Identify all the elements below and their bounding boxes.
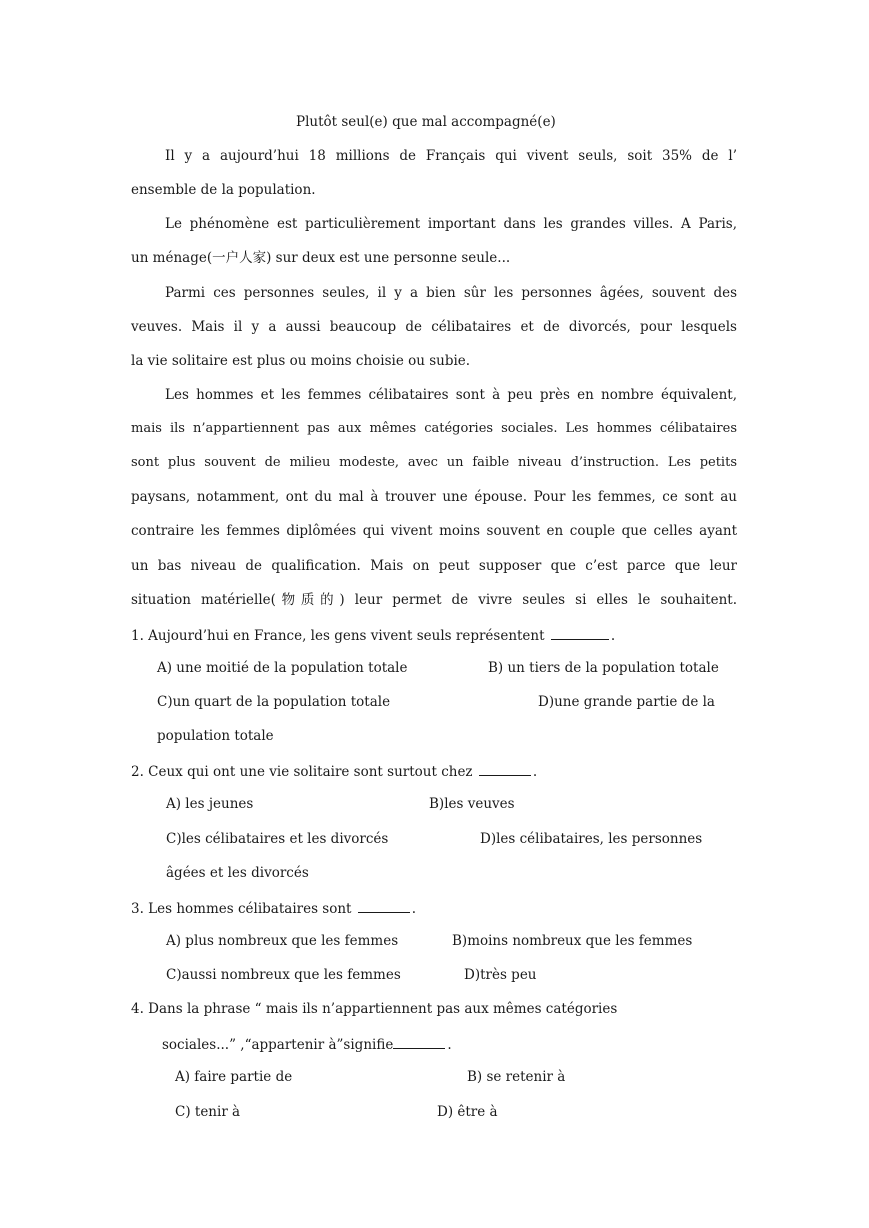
answer-blank-4[interactable] xyxy=(393,1034,445,1049)
q2-option-d[interactable]: D)les célibataires, les personnes xyxy=(480,831,703,847)
passage-p4-line3: sont plus souvent de milieu modeste, avec un faible niveau d’instruction. Les petits xyxy=(131,455,737,470)
question-2-period: . xyxy=(532,764,538,780)
q2-option-d-continued: âgées et les divorcés xyxy=(166,865,309,881)
passage-p1-line1: Il y a aujourd’hui 18 millions de Français qui vivent seuls, soit 35% de l’ xyxy=(165,148,737,164)
answer-blank-2[interactable] xyxy=(479,761,531,776)
q4-option-c[interactable]: C) tenir à xyxy=(175,1104,241,1120)
passage-p3-line2: veuves. Mais il y a aussi beaucoup de célibataires et de divorcés, pour lesquels xyxy=(131,319,737,335)
question-1-stem xyxy=(131,625,615,645)
question-2-stem xyxy=(131,761,537,781)
passage-p4-line7: situation matérielle(物质的) leur permet de vivre seules si elles le souhaitent. xyxy=(131,592,737,608)
q1-option-d-continued: population totale xyxy=(157,728,274,744)
q3-option-c[interactable]: C)aussi nombreux que les femmes xyxy=(166,967,401,983)
passage-p4-line5: contraire les femmes diplômées qui vivent moins souvent en couple que celles ayant xyxy=(131,523,737,539)
question-4-stem-text: sociales...” ,“appartenir à”signifie xyxy=(162,1037,394,1053)
question-4-period: . xyxy=(447,1037,452,1053)
q2-option-b[interactable]: B)les veuves xyxy=(429,796,515,812)
q4-option-d[interactable]: D) être à xyxy=(437,1104,498,1120)
question-4-stem-continued xyxy=(162,1034,452,1054)
passage-p2-line1: Le phénomène est particulièrement important dans les grandes villes. A Paris, xyxy=(165,216,737,232)
q1-option-b[interactable]: B) un tiers de la population totale xyxy=(488,660,719,676)
question-4-stem: 4. Dans la phrase “ mais ils n’appartiennent pas aux mêmes catégories xyxy=(131,1001,618,1017)
question-3-period: . xyxy=(411,901,417,917)
q4-option-a[interactable]: A) faire partie de xyxy=(175,1069,293,1085)
passage-p4-line4: paysans, notamment, ont du mal à trouver une épouse. Pour les femmes, ce sont au xyxy=(131,489,737,505)
q4-option-b[interactable]: B) se retenir à xyxy=(467,1069,566,1085)
q3-option-a[interactable]: A) plus nombreux que les femmes xyxy=(166,933,399,949)
document-title: Plutôt seul(e) que mal accompagné(e) xyxy=(296,114,556,130)
q1-option-d[interactable]: D)une grande partie de la xyxy=(538,694,715,710)
question-1-period: . xyxy=(610,628,616,644)
passage-p4-line2: mais ils n’appartiennent pas aux mêmes catégories sociales. Les hommes célibataires xyxy=(131,421,737,436)
q3-option-d[interactable]: D)très peu xyxy=(464,967,537,983)
passage-p2-line2: un ménage(一户人家) sur deux est une personne seule... xyxy=(131,250,511,266)
q3-option-b[interactable]: B)moins nombreux que les femmes xyxy=(452,933,693,949)
passage-p3-line3: la vie solitaire est plus ou moins choisie ou subie. xyxy=(131,353,471,369)
question-3-stem xyxy=(131,898,416,918)
q1-option-a[interactable]: A) une moitié de la population totale xyxy=(157,660,408,676)
q2-option-a[interactable]: A) les jeunes xyxy=(166,796,254,812)
q1-option-c[interactable]: C)un quart de la population totale xyxy=(157,694,391,710)
question-1-stem-text: 1. Aujourd’hui en France, les gens vivent seuls représentent xyxy=(131,628,545,644)
question-3-stem-text: 3. Les hommes célibataires sont xyxy=(131,901,352,917)
answer-blank-3[interactable] xyxy=(358,898,410,913)
q2-option-c[interactable]: C)les célibataires et les divorcés xyxy=(166,831,389,847)
passage-p3-line1: Parmi ces personnes seules, il y a bien sûr les personnes âgées, souvent des xyxy=(165,285,737,301)
answer-blank-1[interactable] xyxy=(551,625,609,640)
passage-p4-line1: Les hommes et les femmes célibataires sont à peu près en nombre équivalent, xyxy=(165,387,737,403)
passage-p4-line6: un bas niveau de qualification. Mais on peut supposer que c’est parce que leur xyxy=(131,558,737,574)
passage-p1-line2: ensemble de la population. xyxy=(131,182,316,198)
question-2-stem-text: 2. Ceux qui ont une vie solitaire sont surtout chez xyxy=(131,764,473,780)
